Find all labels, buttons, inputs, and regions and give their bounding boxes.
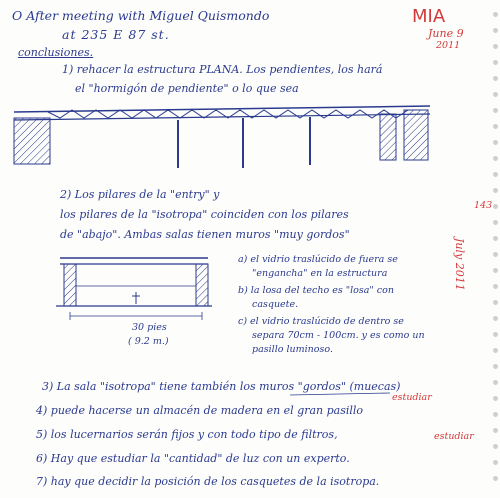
item-7: 7) hay que decidir la posición de los casquetes de la isotropa.: [36, 475, 380, 488]
conclusions-label: conclusiones.: [18, 46, 94, 59]
item-3-note: estudiar: [392, 392, 432, 403]
item-1-line-2: el "hormigón de pendiente" o lo que sea: [75, 82, 299, 95]
item-6: 6) Hay que estudiar la "cantidad" de luz con un experto.: [36, 452, 350, 465]
year: 2011: [436, 40, 461, 51]
note-b-line-1: b) la losa del techo es "losa" con: [238, 285, 394, 296]
item-2-line-2: los pilares de la "isotropa" coinciden con los pilares: [60, 208, 349, 221]
item-2-line-3: de "abajo". Ambas salas tienen muros "muy gordos": [60, 228, 350, 241]
page-number: 143: [474, 200, 493, 211]
july-mark: July 2011: [453, 238, 466, 291]
brand-mark: MIA: [412, 6, 446, 27]
item-3: 3) La sala "isotropa" tiene también los muros "gordos" (muecas): [42, 380, 401, 393]
room-section-sketch: [56, 258, 212, 320]
note-b-line-2: casquete.: [252, 299, 299, 310]
roof-section-sketch: [14, 106, 430, 168]
note-c-line-3: pasillo luminoso.: [252, 344, 333, 355]
meeting-address: at 235 E 87 st.: [62, 27, 170, 42]
item-5: 5) los lucernarios serán fijos y con todo tipo de filtros,: [36, 428, 338, 441]
date: June 9: [428, 27, 464, 40]
span-feet-label: 30 pies: [132, 322, 167, 333]
meeting-title: O After meeting with Miguel Quismondo: [12, 8, 270, 23]
note-c-line-2: separa 70cm - 100cm. y es como un: [252, 330, 425, 341]
item-1-line-1: 1) rehacer la estructura PLANA. Los pendientes, los hará: [62, 63, 383, 76]
item-4: 4) puede hacerse un almacén de madera en el gran pasillo: [36, 404, 364, 417]
note-c-line-1: c) el vidrio traslúcido de dentro se: [238, 316, 404, 327]
note-a-line-2: "engancha" en la estructura: [252, 268, 388, 279]
item-5-note: estudiar: [434, 431, 474, 442]
item-2-line-1: 2) Los pilares de la "entry" y: [60, 188, 220, 201]
note-a-line-1: a) el vidrio traslúcido de fuera se: [238, 254, 398, 265]
span-meters-label: ( 9.2 m.): [128, 336, 169, 347]
